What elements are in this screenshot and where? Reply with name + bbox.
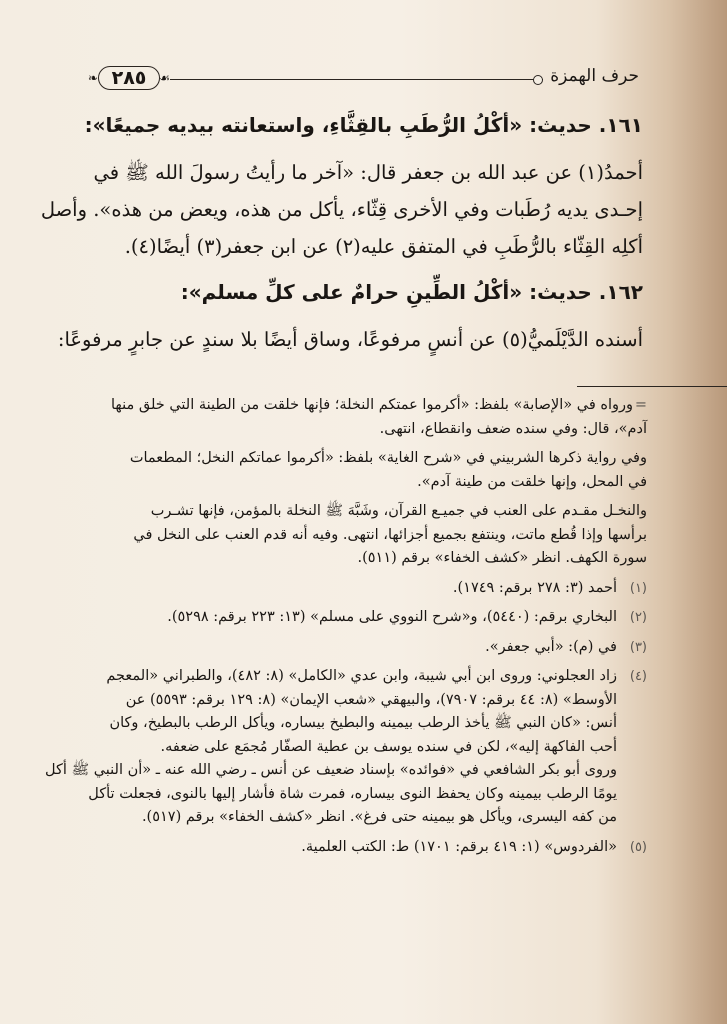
note-line: آدم»، قال: وفي سنده ضعف وانقطاع، انتهى. (379, 420, 647, 437)
note-line: من كفه اليسرى، ويأكل هو بيمينه حتى فرغ». انظر «كشف الخفاء» برقم (٥١٧). (141, 809, 617, 825)
page-header (88, 62, 639, 96)
ornament-right-icon: ☙ (159, 71, 170, 85)
continued-footnote-paragraph (92, 500, 647, 571)
footnote-number: (٥) (629, 839, 647, 855)
note-line: الأوسط» (٨: ٤٤ برقم: ٧٩٠٧)، والبيهقي «شعب الإيمان» (٨: ١٢٩ برقم: ٥٥٩٣) عن (125, 691, 617, 708)
footnote-1 (92, 577, 647, 601)
text-line: أسنده الدَّيْلَميُّ(٥) عن أنسٍ مرفوعًا، وساق أيضًا بلا سندٍ عن جابرٍ مرفوعًا: (57, 328, 643, 351)
header-rule-ornament (533, 75, 543, 85)
note-line: زاد العجلوني: وروى ابن أبي شيبة، وابن عدي «الكامل» (٨: ٤٨٢)، والطبراني «المعجم (106, 668, 617, 684)
note-line: والنخـل مقـدم على العنب في جميـع القرآن، وشَبَّهَ ﷺ النخلة بالمؤمن، فإنها تشـرب (150, 503, 647, 519)
main-text (40, 108, 643, 368)
ornament-left-icon: ❧ (88, 71, 99, 85)
text-line: إحـدى يديه رُطَبات وفي الأخرى قِثّاء، يأكل من هذه، ويعض من هذه». وأصل (40, 198, 643, 221)
page-number-frame (88, 63, 170, 93)
note-line: «الفردوس» (١: ٤١٩ برقم: ١٧٠١) ط: الكتب العلمية. (301, 838, 617, 855)
footnote-number: (٢) (629, 610, 647, 625)
running-head: حرف الهمزة (550, 66, 639, 86)
footnote-5 (92, 836, 647, 860)
note-line: أحمد (٣: ٢٧٨ برقم: ١٧٤٩). (452, 579, 617, 596)
note-line: سورة الكهف. انظر «كشف الخفاء» برقم (٥١١). (357, 550, 647, 566)
note-line: يومًا الرطب بيمينه وكان يحفظ النوى بيساره، فمرت شاة فأشار إليها بالنوى، فجعلت تأكل (88, 785, 617, 802)
footnote-number: (٣) (629, 639, 647, 655)
footnote-4 (45, 665, 647, 830)
hadith-161-heading: ١٦١. حديث: «أكْلُ الرُّطَبِ بالقِثَّاءِ، واستعانته بيديه جميعًا»: (84, 113, 643, 137)
footnote-number: (٤) (629, 669, 647, 684)
note-line: البخاري برقم: (٥٤٤٠)، و«شرح النووي على مسلم» (١٣: ٢٢٣ برقم: ٥٢٩٨). (167, 609, 617, 625)
footnotes-section (45, 394, 647, 865)
hadith-161-text (40, 154, 643, 265)
note-line (92, 394, 647, 418)
continued-footnote (92, 394, 647, 441)
footnote-2 (92, 606, 647, 630)
footnote-number: (١) (629, 580, 647, 596)
note-line: برأسها وإذا قُطع ماتت، وينتفع بجميع أجزائها، انتهى. وفيه أنه قدم العنب على النخل في (133, 526, 647, 543)
footnote-3 (92, 636, 647, 660)
note-line: وفي رواية ذكرها الشربيني في «شرح الغاية» بلفظ: «أكرموا عماتكم النخل؛ المطعمات (129, 450, 647, 466)
hadith-162-heading: ١٦٢. حديث: «أكْلُ الطِّينِ حرامٌ على كلِّ مسلم»: (180, 280, 643, 304)
hadith-162-text (57, 321, 643, 358)
note-line-text: ورواه في «الإصابة» بلفظ: «أكرموا عمتكم النخلة؛ فإنها خلقت من الطينة التي خلق منها (111, 397, 633, 413)
page-number: ٢٨٥ (111, 67, 147, 89)
note-line: أنس: «كان النبي ﷺ يأخذ الرطب بيمينه والبطيخ بيساره، ويأكل الرطب بالبطيخ، وكان (109, 715, 617, 731)
continued-footnote-paragraph (92, 447, 647, 494)
continuation-mark: = (634, 397, 647, 413)
note-line: في المحل، وإنها خلقت من طينة آدم». (417, 473, 647, 490)
footnote-divider (577, 386, 727, 387)
note-line: وروى أبو بكر الشافعي في «فوائده» بإسناد ضعيف عن أنس ـ رضي الله عنه ـ «أن النبي ﷺ أكل (45, 762, 617, 778)
note-line: في (م): «أبي جعفر». (485, 638, 617, 655)
header-rule (170, 79, 543, 80)
note-line: أحب الفاكهة إليه»، لكن في سنده يوسف بن عطية الصفّار مُجمَع على ضعفه. (160, 738, 617, 755)
text-line: أحمدُ(١) عن عبد الله بن جعفر قال: «آخر ما رأيتُ رسولَ الله ﷺ في (93, 161, 643, 184)
text-line: أكلِه القِثّاء بالرُّطَبِ في المتفق عليه(٢) عن ابن جعفر(٣) أيضًا(٤). (124, 235, 643, 258)
